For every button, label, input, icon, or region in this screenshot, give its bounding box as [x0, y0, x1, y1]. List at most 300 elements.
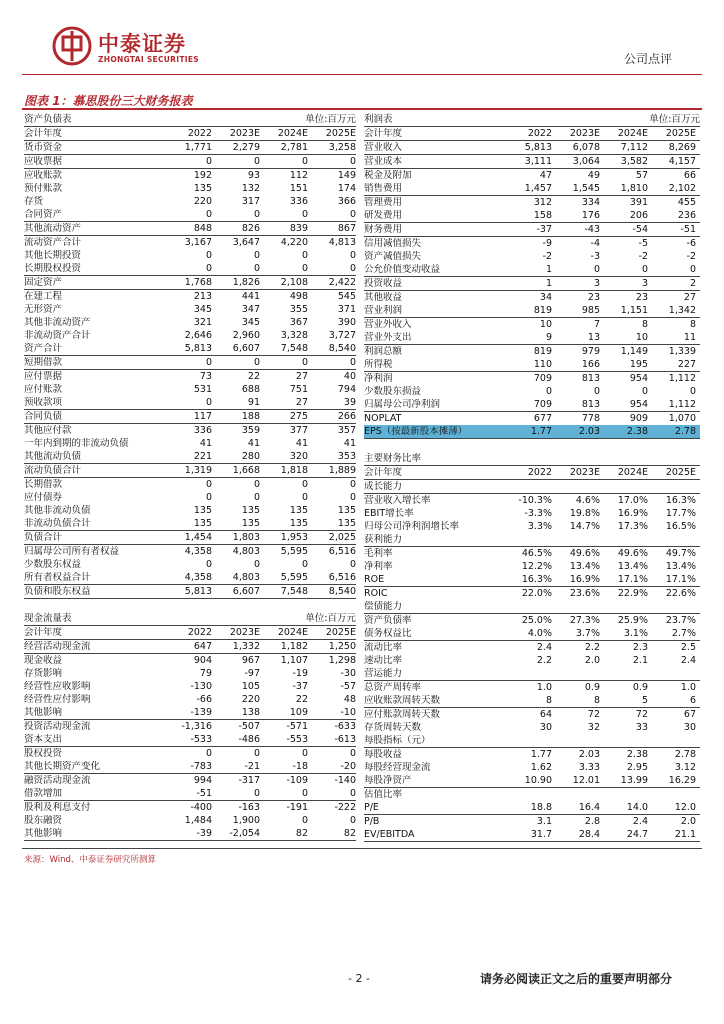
table-row	[24, 342, 356, 355]
table-title: 现金流量表	[24, 612, 72, 624]
year-header-cell: 2023E	[569, 466, 600, 478]
table-row	[364, 290, 700, 304]
row-label: 其他影响	[24, 706, 63, 718]
row-value: 1,953	[280, 531, 308, 543]
row-value: 135	[289, 504, 308, 516]
row-value: 813	[581, 398, 600, 410]
row-value: 954	[629, 398, 648, 410]
row-value: 2.03	[578, 425, 600, 437]
row-label: 存货影响	[24, 667, 63, 679]
row-label: 货币资金	[24, 141, 63, 153]
row-value: 498	[289, 290, 308, 302]
row-value: 1,545	[572, 182, 600, 194]
row-value: 6,078	[572, 141, 600, 153]
table-title-row	[364, 452, 700, 466]
row-value: 336	[289, 195, 308, 207]
row-value: 367	[289, 316, 308, 328]
table-title-row	[364, 113, 700, 127]
row-value: -507	[238, 720, 260, 732]
row-label: 短期借款	[24, 356, 63, 368]
row-value: -3	[590, 250, 600, 262]
row-label: 股东融资	[24, 814, 63, 826]
row-value: 3.3%	[527, 520, 552, 532]
row-value: 23.7%	[665, 614, 696, 626]
row-value: 135	[241, 517, 260, 529]
row-value: -400	[190, 801, 212, 813]
row-value: 2.1	[632, 654, 648, 666]
row-value: 819	[533, 304, 552, 316]
table-row	[24, 208, 356, 221]
row-value: 0	[205, 208, 212, 220]
table-title: 资产负债表	[24, 113, 72, 125]
year-header-cell: 2022	[527, 127, 552, 139]
table-row	[364, 533, 700, 546]
year-header-cell: 2023E	[569, 127, 600, 139]
row-value: 47	[539, 169, 552, 181]
row-value: 5,595	[280, 571, 308, 583]
row-value: 1,182	[280, 640, 308, 652]
row-value: 135	[193, 182, 212, 194]
table-row	[24, 154, 356, 168]
row-value: 1,298	[328, 654, 356, 666]
row-value: 3.33	[578, 761, 600, 773]
row-value: 10	[539, 318, 552, 330]
table-row	[364, 828, 700, 842]
row-value: 176	[581, 209, 600, 221]
table-row	[24, 706, 356, 719]
row-value: 117	[193, 410, 212, 422]
row-value: -2	[638, 250, 648, 262]
row-value: 1,319	[184, 464, 212, 476]
row-label: 非流动负债合计	[24, 517, 91, 529]
table-row	[364, 734, 700, 747]
row-value: 1,107	[280, 654, 308, 666]
row-label: 销售费用	[364, 182, 403, 194]
table-title-row	[24, 113, 356, 127]
table-row	[24, 760, 356, 773]
row-value: 0	[253, 249, 260, 261]
table-row	[24, 463, 356, 477]
row-value: 317	[241, 195, 260, 207]
row-value: 112	[289, 169, 308, 181]
table-title: 主要财务比率	[364, 452, 422, 464]
year-header-cell: 2025E	[665, 466, 696, 478]
row-value: 1,889	[328, 464, 356, 476]
year-header-cell: 2024E	[277, 626, 308, 638]
row-label: 其他非流动资产	[24, 316, 91, 328]
row-value: 0	[301, 814, 308, 826]
row-value: 17.3%	[617, 520, 648, 532]
table-unit: 单位:百万元	[305, 612, 356, 624]
table-row	[24, 746, 356, 760]
row-value: 110	[533, 358, 552, 370]
table-row	[364, 236, 700, 250]
year-header-cell: 2024E	[277, 127, 308, 139]
row-value: 6	[689, 694, 696, 706]
table-row	[364, 222, 700, 236]
row-label: 长期借款	[24, 478, 63, 490]
row-value: 1,457	[524, 182, 552, 194]
row-value: 0	[349, 155, 356, 167]
row-value: 909	[629, 412, 648, 424]
row-value: 39	[343, 396, 356, 408]
row-value: 1,810	[620, 182, 648, 194]
row-value: 954	[629, 372, 648, 384]
row-value: 67	[683, 708, 696, 720]
table-row	[364, 613, 700, 627]
row-value: 12.0	[674, 801, 696, 813]
row-value: 227	[677, 358, 696, 370]
row-label: 每股收益	[364, 748, 403, 760]
row-value: 0	[301, 558, 308, 570]
row-value: 1,339	[668, 345, 696, 357]
year-header-cell: 2023E	[229, 127, 260, 139]
row-value: -553	[286, 733, 308, 745]
row-label: 股利及利息支付	[24, 801, 91, 813]
table-row	[364, 747, 700, 761]
table-row	[364, 694, 700, 707]
table-row	[364, 493, 700, 507]
row-label: 归属母公司净利润	[364, 398, 441, 410]
row-value: 4,358	[184, 545, 212, 557]
row-value: 2,102	[668, 182, 696, 194]
row-label: 一年内到期的非流动负债	[24, 437, 129, 449]
year-header-cell: 2023E	[229, 626, 260, 638]
right-column	[364, 113, 700, 842]
table-row	[24, 262, 356, 275]
row-value: 2,108	[280, 276, 308, 288]
row-label: 应付债券	[24, 491, 63, 503]
year-header-label: 会计年度	[24, 127, 63, 139]
table-row	[364, 317, 700, 331]
row-value: 0	[205, 249, 212, 261]
row-label: 投资收益	[364, 277, 403, 289]
row-value: -43	[584, 223, 600, 235]
table-row	[24, 355, 356, 369]
row-value: -3.3%	[524, 507, 552, 519]
row-value: 1,149	[620, 345, 648, 357]
balance-sheet-table	[24, 113, 356, 599]
row-value: 23	[587, 291, 600, 303]
row-label: 财务费用	[364, 223, 403, 235]
table-unit: 单位:百万元	[649, 113, 700, 125]
row-value: 1,112	[668, 372, 696, 384]
row-value: 0	[253, 558, 260, 570]
financial-ratios-table	[364, 452, 700, 842]
row-value: 3,167	[184, 236, 212, 248]
row-value: 3.1	[536, 815, 552, 827]
row-label: NOPLAT	[364, 412, 402, 424]
table-row	[364, 425, 700, 439]
row-value: 7,112	[620, 141, 648, 153]
row-value: 1,818	[280, 464, 308, 476]
row-value: 23	[635, 291, 648, 303]
row-value: 0	[641, 385, 648, 397]
table-row	[364, 787, 700, 801]
row-value: -54	[632, 223, 648, 235]
row-value: 13.4%	[617, 560, 648, 572]
row-value: 0	[301, 208, 308, 220]
row-value: 82	[343, 827, 356, 839]
table-row	[24, 719, 356, 733]
row-value: 8	[689, 318, 696, 330]
row-value: 4,813	[328, 236, 356, 248]
row-label: 股权投资	[24, 747, 63, 759]
row-label: 营业成本	[364, 155, 403, 167]
disclaimer: 请务必阅读正文之后的重要声明部分	[479, 972, 672, 986]
table-row	[24, 530, 356, 544]
row-value: 1,332	[232, 640, 260, 652]
row-value: 4,358	[184, 571, 212, 583]
row-value: 0	[689, 385, 696, 397]
row-value: 174	[337, 182, 356, 194]
row-value: 1.62	[530, 761, 552, 773]
row-value: -19	[292, 667, 308, 679]
row-label: 营运能力	[364, 667, 403, 679]
row-value: 1	[545, 277, 552, 289]
table-row	[364, 654, 700, 667]
row-value: 0	[253, 208, 260, 220]
table-row	[364, 640, 700, 654]
row-label: 经营活动现金流	[24, 640, 91, 652]
row-value: 355	[289, 303, 308, 315]
year-header-cell: 2022	[187, 127, 212, 139]
header-divider	[22, 74, 702, 75]
year-header-row	[24, 626, 356, 640]
row-value: 41	[295, 437, 308, 449]
row-label: 资产合计	[24, 342, 63, 354]
row-value: 48	[343, 693, 356, 705]
row-value: 2.03	[578, 748, 600, 760]
row-label: 经营性应收影响	[24, 680, 91, 692]
table-row	[24, 275, 356, 289]
row-label: 其他长期资产变化	[24, 760, 101, 772]
row-value: 221	[193, 450, 212, 462]
row-value: 4,803	[232, 545, 260, 557]
row-value: -191	[286, 801, 308, 813]
row-value: 0	[349, 249, 356, 261]
row-value: 312	[533, 196, 552, 208]
row-value: 22.9%	[617, 587, 648, 599]
figure-title-divider	[22, 108, 702, 110]
row-label: 债务权益比	[364, 627, 412, 639]
row-value: 93	[247, 169, 260, 181]
row-value: 1,112	[668, 398, 696, 410]
row-value: 16.3%	[665, 494, 696, 506]
row-label: 其他应付款	[24, 424, 72, 436]
table-row	[24, 383, 356, 396]
row-label: P/B	[364, 815, 380, 827]
row-value: 3	[593, 277, 600, 289]
row-value: 0	[253, 155, 260, 167]
table-row	[364, 761, 700, 774]
row-label: 合同资产	[24, 208, 63, 220]
left-column	[24, 113, 356, 841]
row-value: 280	[241, 450, 260, 462]
row-label: EV/EBITDA	[364, 828, 415, 840]
row-value: 1,484	[184, 814, 212, 826]
zhongtai-logo-icon	[52, 26, 92, 66]
row-label: 预收款项	[24, 396, 63, 408]
row-label: 营业利润	[364, 304, 403, 316]
row-label: 所有者权益合计	[24, 571, 91, 583]
table-row	[364, 195, 700, 209]
row-value: 6,516	[328, 545, 356, 557]
row-value: 2,422	[328, 276, 356, 288]
row-value: 985	[581, 304, 600, 316]
table-row	[364, 480, 700, 493]
row-label: 归母公司净利润增长率	[364, 520, 460, 532]
row-value: -163	[238, 801, 260, 813]
row-label: 速动比率	[364, 654, 403, 666]
row-value: 46.5%	[521, 547, 552, 559]
row-value: 1,070	[668, 412, 696, 424]
row-value: 19.8%	[569, 507, 600, 519]
row-value: 7,548	[280, 342, 308, 354]
row-value: 135	[193, 504, 212, 516]
row-value: 10.90	[524, 774, 552, 786]
table-row	[364, 520, 700, 533]
row-value: 16.3%	[521, 573, 552, 585]
table-row	[24, 329, 356, 342]
row-value: 158	[533, 209, 552, 221]
row-value: 2.4	[680, 654, 696, 666]
row-label: P/E	[364, 801, 379, 813]
table-row	[24, 827, 356, 841]
row-label: 预付账款	[24, 182, 63, 194]
row-label: 成长能力	[364, 480, 403, 492]
row-value: 105	[241, 680, 260, 692]
row-label: EBIT增长率	[364, 507, 414, 519]
row-value: 22	[295, 693, 308, 705]
row-value: 0	[349, 208, 356, 220]
row-value: 0	[641, 263, 648, 275]
row-value: 2.0	[584, 654, 600, 666]
row-value: 14.7%	[569, 520, 600, 532]
row-value: 13	[587, 331, 600, 343]
row-value: 1	[545, 263, 552, 275]
row-value: 49.7%	[665, 547, 696, 559]
row-value: 8,540	[328, 585, 356, 597]
table-row	[24, 477, 356, 491]
row-value: 0	[301, 491, 308, 503]
row-value: -2,054	[229, 827, 260, 839]
row-value: 994	[193, 774, 212, 786]
row-label: 存货周转天数	[364, 721, 422, 733]
table-row	[24, 221, 356, 235]
row-value: 3,064	[572, 155, 600, 167]
row-value: 5,813	[184, 585, 212, 597]
table-title: 利润表	[364, 113, 393, 125]
row-value: 3,582	[620, 155, 648, 167]
year-header-cell: 2025E	[325, 626, 356, 638]
row-label: 借款增加	[24, 787, 63, 799]
row-label: 总资产周转率	[364, 681, 422, 693]
row-value: -20	[340, 760, 356, 772]
table-row	[364, 680, 700, 694]
row-value: 206	[629, 209, 648, 221]
row-value: 3	[641, 277, 648, 289]
table-row	[24, 800, 356, 814]
row-value: 1.77	[530, 425, 552, 437]
row-value: 22.0%	[521, 587, 552, 599]
row-label: 估值比率	[364, 788, 403, 800]
row-value: 22.6%	[665, 587, 696, 599]
row-value: 13.4%	[665, 560, 696, 572]
row-value: 377	[289, 424, 308, 436]
row-value: 2.7%	[671, 627, 696, 639]
table-row	[24, 653, 356, 667]
row-value: 151	[289, 182, 308, 194]
row-value: 8,540	[328, 342, 356, 354]
row-value: -10.3%	[518, 494, 552, 506]
row-value: 2	[689, 277, 696, 289]
row-label: 其他流动负债	[24, 450, 82, 462]
row-value: 138	[241, 706, 260, 718]
row-value: 49	[587, 169, 600, 181]
row-value: 13.4%	[569, 560, 600, 572]
row-label: 融资活动现金流	[24, 774, 91, 786]
row-value: 1,454	[184, 531, 212, 543]
row-value: 0	[301, 262, 308, 274]
table-row	[24, 423, 356, 437]
row-label: 税金及附加	[364, 169, 412, 181]
row-value: 0	[349, 491, 356, 503]
table-row	[364, 774, 700, 787]
row-label: 利润总额	[364, 345, 403, 357]
row-label: 应收账款	[24, 169, 63, 181]
table-row	[24, 369, 356, 383]
table-row	[364, 801, 700, 814]
row-value: 813	[581, 372, 600, 384]
table-row	[24, 182, 356, 195]
row-value: -139	[190, 706, 212, 718]
row-value: -57	[340, 680, 356, 692]
row-value: 0.9	[632, 681, 648, 693]
row-value: 390	[337, 316, 356, 328]
row-value: 0	[253, 356, 260, 368]
row-value: -2	[686, 250, 696, 262]
row-value: 1,771	[184, 141, 212, 153]
year-header-cell: 2025E	[325, 127, 356, 139]
row-value: 0	[301, 478, 308, 490]
row-value: 3.1%	[623, 627, 648, 639]
table-row	[24, 437, 356, 450]
row-label: 营业收入	[364, 141, 403, 153]
row-value: 345	[241, 316, 260, 328]
row-label: 流动资产合计	[24, 236, 82, 248]
row-value: 2.5	[680, 641, 696, 653]
year-header-row	[24, 127, 356, 141]
row-value: 188	[241, 410, 260, 422]
row-label: ROE	[364, 573, 385, 585]
row-label: ROIC	[364, 587, 388, 599]
footnote-divider	[22, 848, 702, 849]
row-value: 826	[241, 222, 260, 234]
cash-flow-table	[24, 612, 356, 841]
row-value: 10	[635, 331, 648, 343]
row-value: 0	[545, 385, 552, 397]
row-label: 应付账款	[24, 383, 63, 395]
table-row	[24, 195, 356, 208]
row-value: 5,813	[524, 141, 552, 153]
income-statement-table	[364, 113, 700, 439]
row-value: 135	[337, 517, 356, 529]
row-value: 12.2%	[521, 560, 552, 572]
row-value: 49.6%	[617, 547, 648, 559]
row-value: 2.4	[632, 815, 648, 827]
table-row	[364, 600, 700, 613]
